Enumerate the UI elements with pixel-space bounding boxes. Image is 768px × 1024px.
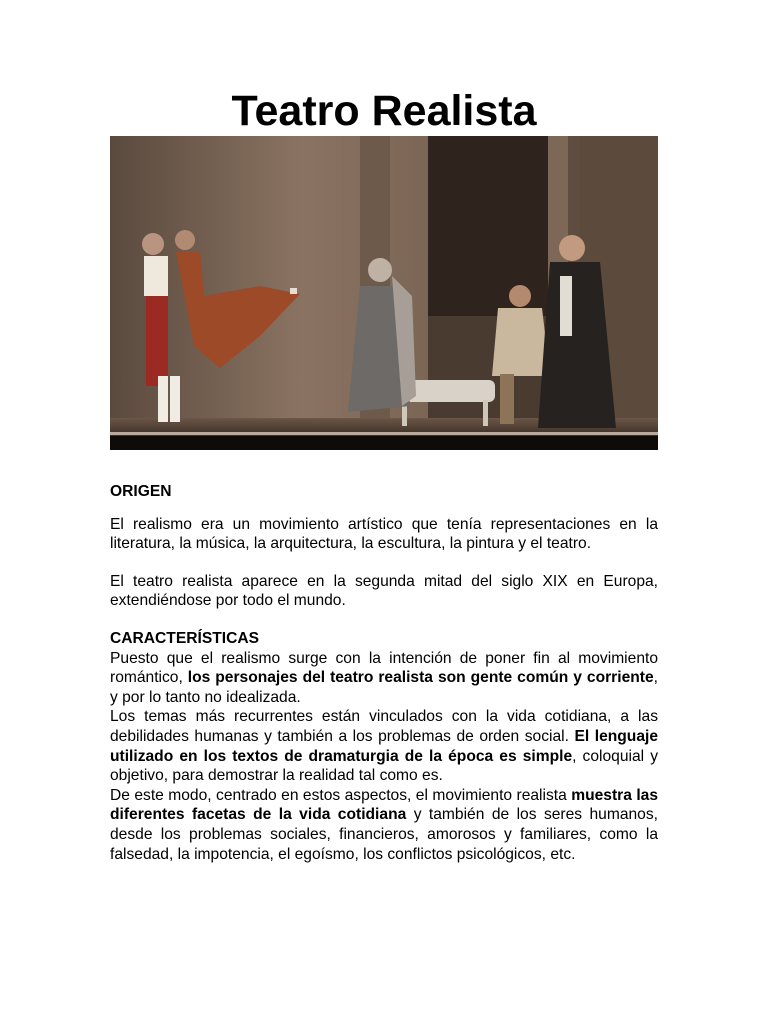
page-title: Teatro Realista	[231, 87, 537, 135]
document-body	[110, 482, 658, 864]
bold-text-run: El lenguaje utilizado en los textos de dramaturgia de la época es simple	[110, 727, 658, 765]
caracteristicas-paragraph-1	[110, 649, 658, 708]
caracteristicas-paragraph-3	[110, 786, 658, 864]
origen-paragraph-2: El teatro realista aparece en la segunda mitad del siglo XIX en Europa, extendiéndose por todo el mundo.	[110, 572, 658, 610]
bold-text-run: los personajes del teatro realista son gente común y corriente	[187, 669, 654, 687]
section-heading-origen: ORIGEN	[110, 483, 172, 500]
text-run: y también de los seres humanos, desde los problemas sociales, financieros, amorosos y familiares, como la falsedad, la impotencia, el egoísmo, los conflictos psicológicos, etc.	[110, 806, 658, 863]
text-run: , coloquial y objetivo, para demostrar la realidad tal como es.	[110, 747, 658, 785]
theater-stage-photo	[110, 136, 658, 450]
bold-text-run: muestra las diferentes facetas de la vida cotidiana	[110, 786, 658, 824]
text-run: Los temas más recurrentes están vinculados con la vida cotidiana, a las debilidades humanas y también a los problemas de orden social.	[110, 708, 658, 745]
caracteristicas-paragraph-2	[110, 707, 658, 785]
origen-paragraph-1: El realismo era un movimiento artístico que tenía representaciones en la literatura, la música, la arquitectura, la escultura, la pintura y el teatro.	[110, 515, 658, 553]
section-heading-caracteristicas: CARACTERÍSTICAS	[110, 629, 260, 647]
text-run: Puesto que el realismo surge con la intención de poner fin al movimiento romántico,	[110, 649, 658, 687]
text-run: De este modo, centrado en estos aspectos, el movimiento realista	[110, 786, 572, 804]
text-run: , y por lo tanto no idealizada.	[110, 669, 658, 706]
